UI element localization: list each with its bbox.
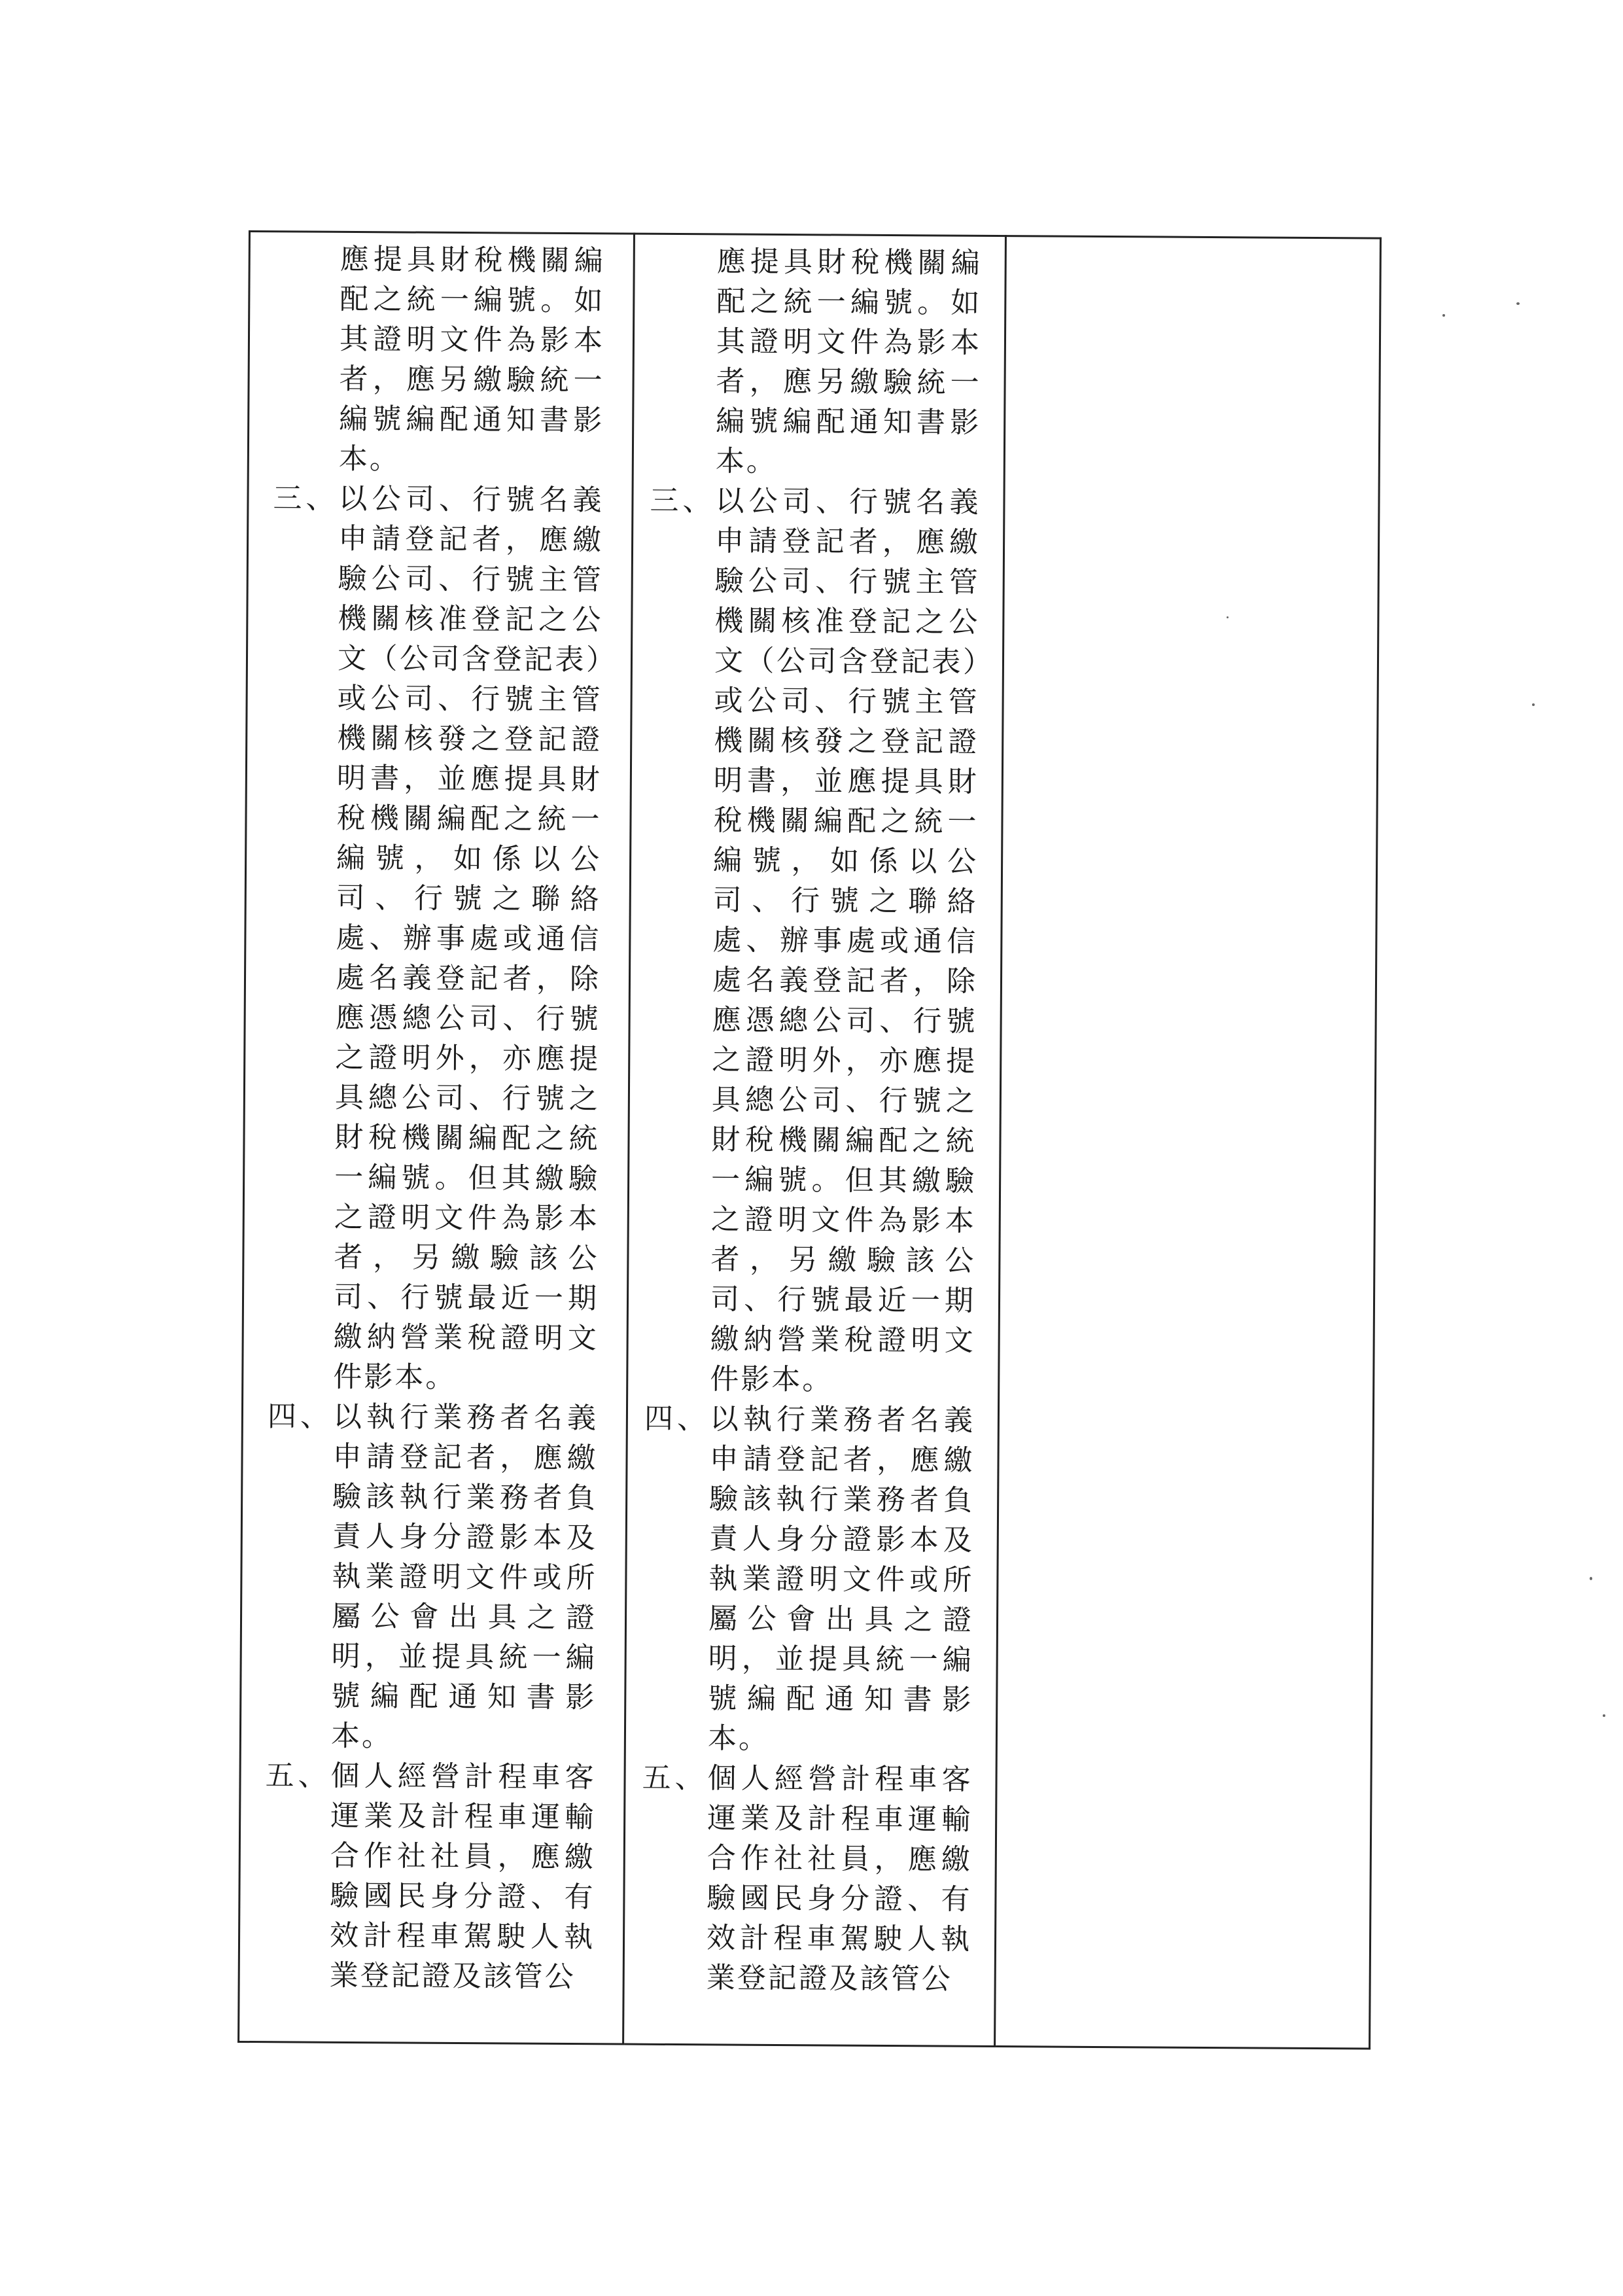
middle-item-4	[633, 1399, 998, 1760]
scan-speck	[1516, 302, 1520, 305]
table-row	[239, 232, 1381, 2049]
left-column-body	[240, 232, 633, 1998]
left-item-4-text: 以執行業務者名義申請登記者，應繳驗該執行業務者負責人身分證影本及執業證明文件或所屬公會出具之證明，並提具統一編號編配通知書影本。	[330, 1400, 599, 1754]
left-item-5	[254, 1756, 624, 1997]
middle-item-5-number: 五、	[642, 1761, 708, 1795]
middle-continuation-text: 應提具財稅機關編配之統一編號。如其證明文件為影本者，應另繳驗統一編號編配通知書影本。	[715, 245, 982, 478]
document-sheet	[237, 230, 1374, 2049]
middle-item-5-text: 個人經營計程車客運業及計程車運輸合作社社員，應繳驗國民身分證、有效計程車駕駛人執業登記證及該管公	[706, 1761, 973, 1996]
middle-item-3-number: 三、	[650, 484, 716, 518]
left-item-5-number: 五、	[265, 1759, 331, 1793]
left-continuation	[264, 239, 633, 480]
left-item-4-number: 四、	[267, 1400, 334, 1434]
scan-speck	[1603, 1714, 1605, 1717]
table-cell-left	[239, 232, 635, 2045]
scan-speck	[1590, 1577, 1592, 1580]
scan-speck	[1532, 703, 1535, 706]
scan-speck	[1442, 314, 1445, 317]
left-item-3	[258, 478, 632, 1398]
middle-item-4-text: 以執行業務者名義申請登記者，應繳驗該執行業務者負責人身分證影本及執業證明文件或所屬公會出具之證明，並提具統一編號編配通知書影本。	[707, 1402, 975, 1756]
middle-item-5	[631, 1758, 996, 2000]
table-cell-middle	[623, 234, 1006, 2046]
left-item-4	[256, 1396, 626, 1757]
middle-item-4-number: 四、	[644, 1402, 710, 1436]
comparison-table	[237, 230, 1382, 2050]
middle-column-body	[625, 235, 1005, 2000]
table-cell-right-empty	[995, 236, 1381, 2049]
middle-item-3	[635, 481, 1003, 1401]
left-item-3-text: 以公司、行號名義申請登記者，應繳驗公司、行號主管機關核准登記之公文（公司含登記表）或公司、行號主管機關核發之登記證明書，並應提具財稅機關編配之統一編號，如係以公司、行號之聯絡處、辦事處或通信處名義登記者，除應憑總公司、行號之證明外，亦應提具總公司、行號之財稅機關編配之統一編號。但其繳驗之證明文件為影本者，另繳驗該公司、行號最近一期繳納營業稅證明文件影本。	[333, 482, 604, 1394]
left-continuation-text: 應提具財稅機關編配之統一編號。如其證明文件為影本者，應另繳驗統一編號編配通知書影本。	[338, 242, 605, 476]
middle-continuation	[640, 241, 1005, 483]
scan-speck	[1227, 616, 1229, 618]
middle-item-3-text: 以公司、行號名義申請登記者，應繳驗公司、行號主管機關核准登記之公文（公司含登記表）或公司、行號主管機關核發之登記證明書，並應提具財稅機關編配之統一編號，如係以公司、行號之聯絡處、辦事處或通信處名義登記者，除應憑總公司、行號之證明外，亦應提具總公司、行號之財稅機關編配之統一編號。但其繳驗之證明文件為影本者，另繳驗該公司、行號最近一期繳納營業稅證明文件影本。	[710, 484, 981, 1397]
left-item-3-number: 三、	[273, 482, 339, 516]
left-item-5-text: 個人經營計程車客運業及計程車運輸合作社社員，應繳驗國民身分證、有效計程車駕駛人執業登記證及該管公	[329, 1759, 596, 1994]
indent-spacer	[642, 241, 717, 242]
